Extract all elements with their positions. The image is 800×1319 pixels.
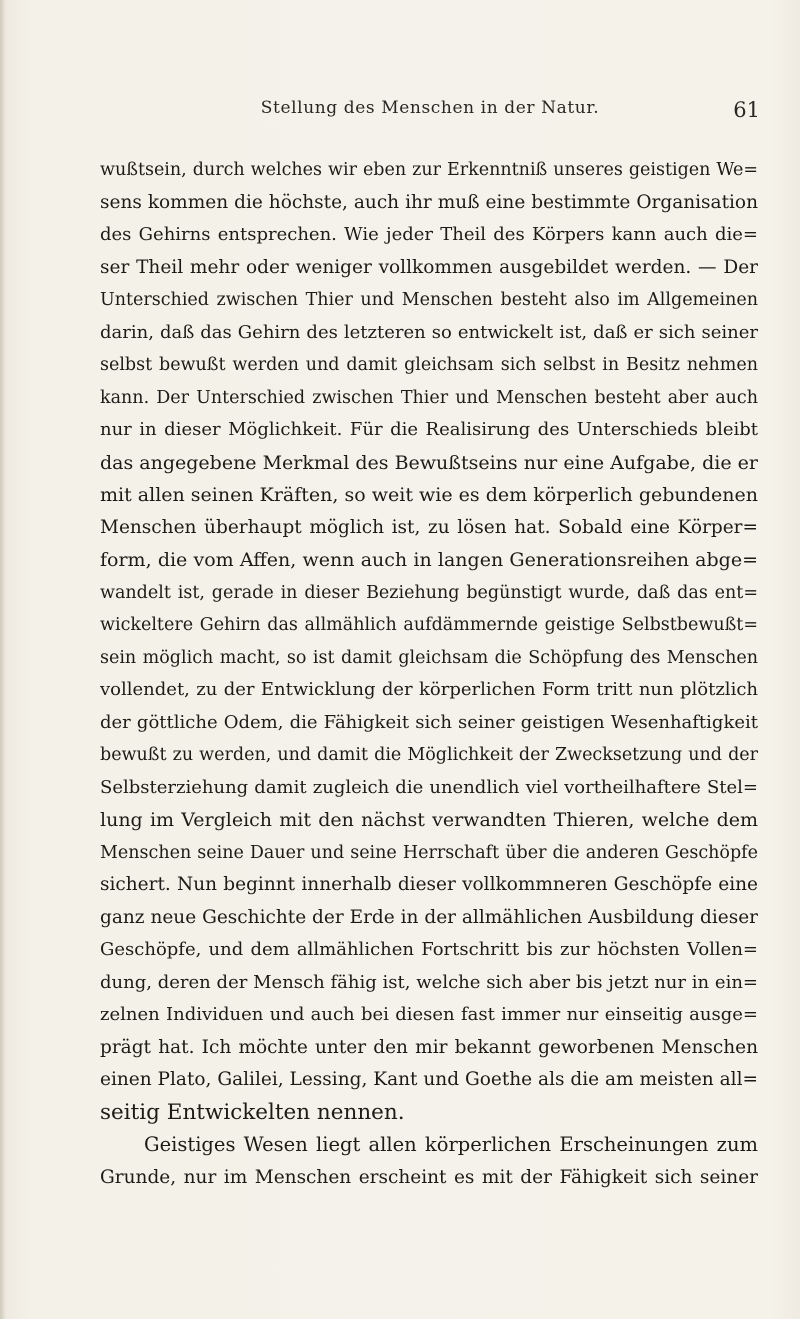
text-line: Menschen seine Dauer und seine Herrschaft über die anderen Geschöpfe <box>100 842 758 863</box>
text-line: form, die vom Affen, wenn auch in langen Generationsreihen abge= <box>100 549 758 571</box>
text-line: zelnen Individuen und auch bei diesen fast immer nur einseitig ausge= <box>100 1004 758 1025</box>
text-line: ser Theil mehr oder weniger vollkommen ausgebildet werden. — Der <box>100 256 758 278</box>
text-line: Selbsterziehung damit zugleich die unendlich viel vortheilhaftere Stel= <box>100 776 758 798</box>
text-line: wickeltere Gehirn das allmählich aufdämmernde geistige Selbstbewußt= <box>100 615 758 635</box>
text-line: sens kommen die höchste, auch ihr muß eine bestimmte Organisation <box>100 191 758 213</box>
text-line: wandelt ist, gerade in dieser Beziehung begünstigt wurde, daß das ent= <box>100 582 758 603</box>
text-line: kann. Der Unterschied zwischen Thier und Menschen besteht aber auch <box>100 387 758 408</box>
text-line: mit allen seinen Kräften, so weit wie es dem körperlich gebundenen <box>100 484 758 506</box>
text-line: des Gehirns entsprechen. Wie jeder Theil des Körpers kann auch die= <box>100 224 758 245</box>
text-line: Grunde, nur im Menschen erscheint es mit der Fähigkeit sich seiner <box>100 1166 758 1188</box>
running-title: Stellung des Menschen in der Natur. <box>260 98 600 118</box>
text-line: Unterschied zwischen Thier und Menschen besteht also im Allgemeinen <box>100 290 758 310</box>
text-line: dung, deren der Mensch fähig ist, welche sich aber bis jetzt nur in ein= <box>100 971 758 993</box>
spine-shadow <box>0 0 6 1319</box>
text-line: seitig Entwickelten nennen. <box>100 1099 405 1125</box>
text-line: darin, daß das Gehirn des letzteren so entwickelt ist, daß er sich seiner <box>100 321 758 343</box>
text-line: das angegebene Merkmal des Bewußtseins nur eine Aufgabe, die er <box>100 451 758 474</box>
text-line: sein möglich macht, so ist damit gleichsam die Schöpfung des Menschen <box>100 647 758 668</box>
text-line: ganz neue Geschichte der Erde in der allmählichen Ausbildung dieser <box>100 906 758 928</box>
text-line: selbst bewußt werden und damit gleichsam sich selbst in Besitz nehmen <box>100 355 758 375</box>
text-line: Menschen überhaupt möglich ist, zu lösen hat. Sobald eine Körper= <box>100 516 758 538</box>
text-line: sichert. Nun beginnt innerhalb dieser vollkommneren Geschöpfe eine <box>100 874 758 895</box>
text-line: bewußt zu werden, und damit die Möglichkeit der Zwecksetzung und der <box>100 745 758 765</box>
text-line: prägt hat. Ich möchte unter den mir bekannt geworbenen Menschen <box>100 1036 758 1058</box>
body-text <box>100 154 758 1194</box>
text-line: lung im Vergleich mit den nächst verwandten Thieren, welche dem <box>100 809 758 831</box>
text-line: vollendet, zu der Entwicklung der körperlichen Form tritt nun plötzlich <box>100 679 758 700</box>
text-line: nur in dieser Möglichkeit. Für die Realisirung des Unterschieds bleibt <box>100 419 758 440</box>
text-line: Geistiges Wesen liegt allen körperlichen Erscheinungen zum <box>144 1133 758 1156</box>
running-head <box>100 98 760 128</box>
page-number: 61 <box>733 98 760 122</box>
text-line: wußtsein, durch welches wir eben zur Erkenntniß unseres geistigen We= <box>100 160 758 180</box>
text-line: einen Plato, Galilei, Lessing, Kant und Goethe als die am meisten all= <box>100 1069 758 1090</box>
text-line: Geschöpfe, und dem allmählichen Fortschritt bis zur höchsten Vollen= <box>100 939 758 960</box>
text-line: der göttliche Odem, die Fähigkeit sich seiner geistigen Wesenhaftigkeit <box>100 711 758 733</box>
